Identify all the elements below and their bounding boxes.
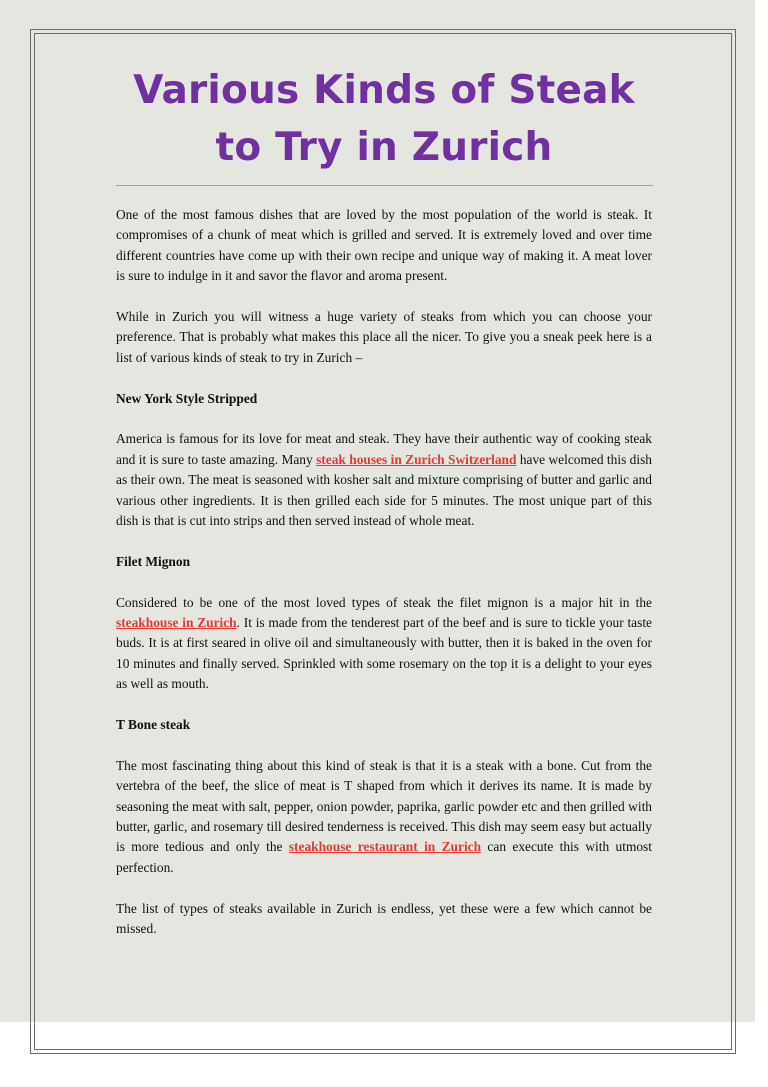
section-heading-new-york-style: New York Style Stripped xyxy=(116,390,258,406)
section-paragraph-t-bone xyxy=(116,756,652,878)
section-heading-filet-mignon: Filet Mignon xyxy=(116,553,191,569)
paragraph-text: can execute this with utmost perfection. xyxy=(116,839,652,875)
steak-houses-link[interactable]: steak houses in Zurich Switzerland xyxy=(316,451,517,467)
section-paragraph-filet-mignon xyxy=(116,593,652,695)
section-heading-t-bone: T Bone steak xyxy=(116,717,191,733)
paragraph-text: have welcomed this dish as their own. The meat is seasoned with kosher salt and mixture comprising of butter and garlic and various other ingredients. It is then grilled each side for 5 minutes. The most unique part of this dish is that is cut into strips and then served instead of whole meat. xyxy=(116,451,652,529)
article-body xyxy=(116,205,652,960)
intro-paragraph-1: One of the most famous dishes that are loved by the most population of the world is steak. It compromises of a chunk of meat which is grilled and served. It is extremely loved and over time different countries have come up with their own recipe and unique way of making it. A meat lover is sure to indulge in it and savor the flavor and aroma present. xyxy=(116,207,652,284)
document-title: Various Kinds of Steak to Try in Zurich xyxy=(133,68,635,170)
paragraph-text: Considered to be one of the most loved types of steak the filet mignon is a major hit in the xyxy=(116,594,652,610)
title-divider xyxy=(116,185,653,186)
intro-paragraph-2: While in Zurich you will witness a huge variety of steaks from which you can choose your preference. That is probably what makes this place all the nicer. To give you a sneak peek here is a list of various kinds of steak to try in Zurich – xyxy=(116,309,652,365)
steakhouse-restaurant-link[interactable]: steakhouse restaurant in Zurich xyxy=(288,839,482,855)
paragraph-text: . It is made from the tenderest part of the beef and is sure to tickle your taste buds. It is at first seared in olive oil and simultaneously with butter, then it is baked in the oven for 10 minutes and finally served. Sprinkled with some rosemary on the top it is a delight to your eyes as well as mouth. xyxy=(116,615,653,692)
conclusion-paragraph: The list of types of steaks available in Zurich is endless, yet these were a few which cannot be missed. xyxy=(116,900,652,937)
paragraph-text: The most fascinating thing about this kind of steak is that it is a steak with a bone. Cut from the vertebra of the beef, the slice of meat is T shaped from which it derives its name. It is made by seasoning the meat with salt, pepper, onion powder, paprika, garlic powder etc and then grilled with butter, garlic, and rosemary till desired tenderness is received. This dish may seem easy but actually is more tedious and only the xyxy=(116,757,652,855)
section-paragraph-new-york-style xyxy=(116,429,652,531)
paragraph-text: America is famous for its love for meat and steak. They have their authentic way of cooking steak and it is sure to taste amazing. Many xyxy=(116,431,652,467)
steakhouse-link[interactable]: steakhouse in Zurich xyxy=(116,615,237,631)
